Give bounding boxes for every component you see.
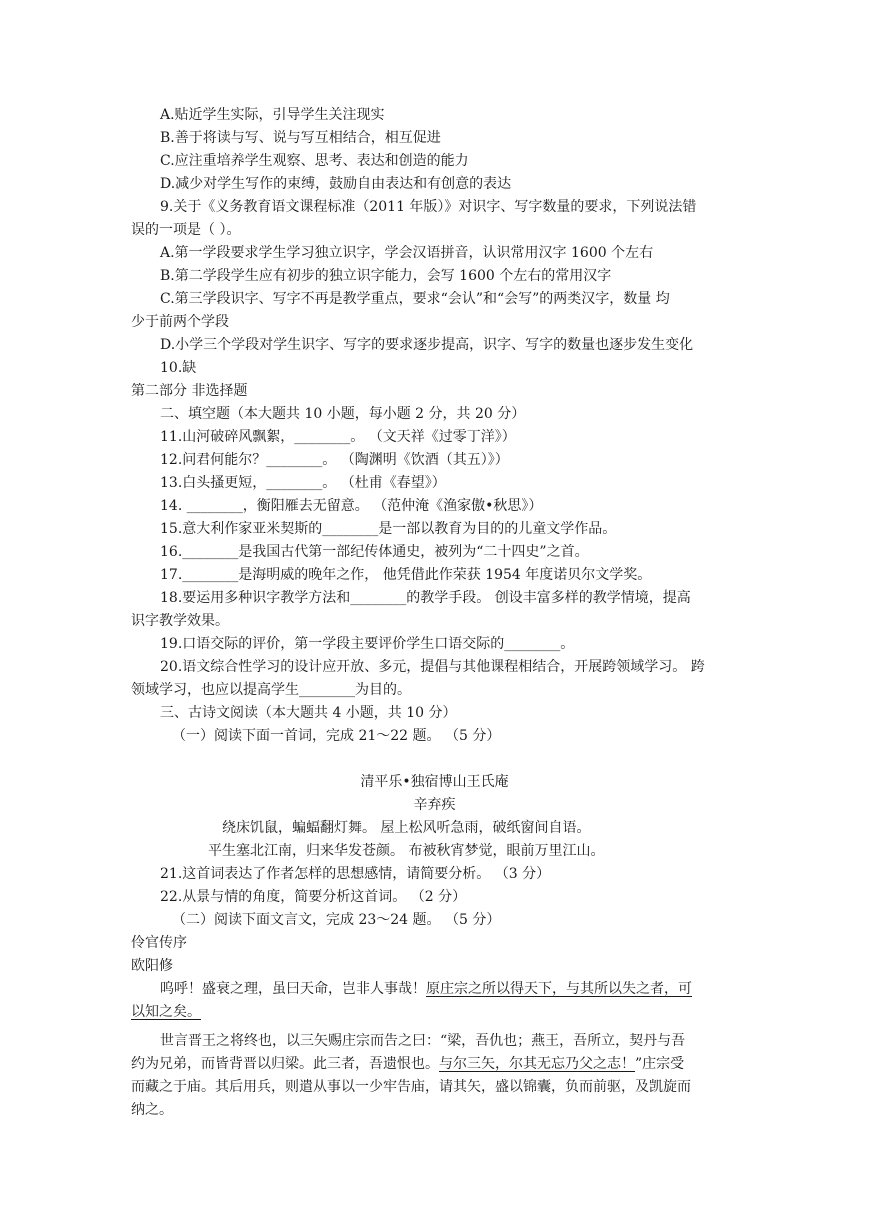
q9-option-d: D.小学三个学段对学生识字、写字的要求逐步提高，识字、写字的数量也逐步发生变化 xyxy=(160,337,694,353)
poem-title: 清平乐•独宿博山王氏庵 xyxy=(360,774,509,790)
essay-para2-text-end: ”庄宗受 xyxy=(635,1056,685,1072)
essay-para2-line2 xyxy=(131,1053,684,1075)
poem-line-1: 绕床饥鼠，蝙蝠翻灯舞。 屋上松风听急雨，破纸窗间自语。 xyxy=(222,820,591,836)
essay-para2-line3: 而藏之于庙。其后用兵，则遣从事以一少牢告庙，请其矢，盛以锦囊，负而前驱，及凯旋而 xyxy=(131,1079,691,1095)
essay-para1-line2 xyxy=(131,1001,201,1023)
q9-stem-line1: 9.关于《义务教育语文课程标准（2011 年版）》对识字、写字数量的要求，下列说法错 xyxy=(160,199,697,215)
q8-option-b: B.善于将读与写、说与写互相结合，相互促进 xyxy=(160,130,441,146)
sub1-title: （一）阅读下面一首词，完成 21～22 题。 （5 分） xyxy=(172,728,501,744)
essay-para1-line1 xyxy=(160,978,692,1000)
poem-author: 辛弃疾 xyxy=(413,797,456,813)
part2-title: 第二部分 非选择题 xyxy=(131,383,248,399)
fill-q19: 19.口语交际的评价，第一学段主要评价学生口语交际的________。 xyxy=(160,636,575,652)
fill-q18-line1: 18.要运用多种识字教学方法和________的教学手段。 创设丰富多样的教学情境，提高 xyxy=(160,590,691,606)
section2-title: 二、填空题（本大题共 10 小题，每小题 2 分，共 20 分） xyxy=(160,406,526,422)
essay-para2-line4: 纳之。 xyxy=(131,1102,173,1118)
essay-para2-text-start: 约为兄弟，而皆背晋以归梁。此三者，吾遗恨也。 xyxy=(131,1056,439,1072)
fill-q14: 14. ________，衡阳雁去无留意。 （范仲淹《渔家傲•秋思》） xyxy=(160,498,543,514)
fill-q12: 12.问君何能尔？________。 （陶渊明《饮酒（其五）》） xyxy=(160,452,509,468)
question-22: 22.从景与情的角度，简要分析这首词。 （2 分） xyxy=(160,889,467,905)
poem-line-2: 平生塞北江南，归来华发苍颜。 布被秋宵梦觉，眼前万里江山。 xyxy=(208,843,605,859)
essay-para2-underline: 与尔三矢，尔其无忘乃父之志！ xyxy=(439,1056,635,1072)
q8-option-d: D.减少对学生写作的束缚，鼓励自由表达和有创意的表达 xyxy=(160,176,512,192)
essay-para1-underline-1: 原庄宗之所以得天下，与其所以失之者，可 xyxy=(426,981,692,997)
sub2-title: （二）阅读下面文言文，完成 23～24 题。 （5 分） xyxy=(172,912,501,928)
fill-q13: 13.白头搔更短，________。 （杜甫《春望》） xyxy=(160,475,446,491)
q9-option-c-line2: 少于前两个学段 xyxy=(131,314,229,330)
q9-option-b: B.第二学段学生应有初步的独立识字能力，会写 1600 个左右的常用汉字 xyxy=(160,268,612,284)
fill-q20-line1: 20.语文综合性学习的设计应开放、多元，提倡与其他课程相结合，开展跨领域学习。 跨 xyxy=(160,659,705,675)
fill-q17: 17.________是海明威的晚年之作， 他凭借此作荣获 1954 年度诺贝尔文学奖。 xyxy=(160,567,652,583)
q10-line: 10.缺 xyxy=(160,360,197,376)
q8-option-c: C.应注重培养学生观察、思考、表达和创造的能力 xyxy=(160,153,469,169)
fill-q18-line2: 识字教学效果。 xyxy=(131,613,229,629)
essay-para1-underline-2: 以知之矣。 xyxy=(131,1004,201,1020)
question-21: 21.这首词表达了作者怎样的思想感情，请简要分析。 （3 分） xyxy=(160,866,551,882)
essay-author: 欧阳修 xyxy=(131,958,173,974)
q9-option-c-line1: C.第三学段识字、写字不再是教学重点，要求“会认”和“会写”的两类汉字，数量 均 xyxy=(160,291,670,307)
essay-para2-line1: 世言晋王之将终也，以三矢赐庄宗而告之曰：“梁，吾仇也；燕王，吾所立，契丹与吾 xyxy=(160,1033,686,1049)
q9-stem-line2: 误的一项是（ ）。 xyxy=(131,222,241,238)
essay-para1-text: 呜呼！盛衰之理，虽曰天命，岂非人事哉！ xyxy=(160,981,426,997)
essay-title: 伶官传序 xyxy=(131,935,187,951)
fill-q15: 15.意大利作家亚米契斯的________是一部以教育为目的的儿童文学作品。 xyxy=(160,521,617,537)
fill-q11: 11.山河破碎风飘絮，________。 （文天祥《过零丁洋》） xyxy=(160,429,516,445)
fill-q20-line2: 领域学习，也应以提高学生________为目的。 xyxy=(131,682,411,698)
fill-q16: 16.________是我国古代第一部纪传体通史，被列为“二十四史”之首。 xyxy=(160,544,589,560)
q9-option-a: A.第一学段要求学生学习独立识字，学会汉语拼音，认识常用汉字 1600 个左右 xyxy=(160,245,654,261)
q8-option-a: A.贴近学生实际，引导学生关注现实 xyxy=(160,107,385,123)
section3-title: 三、古诗文阅读（本大题共 4 小题，共 10 分） xyxy=(160,705,457,721)
